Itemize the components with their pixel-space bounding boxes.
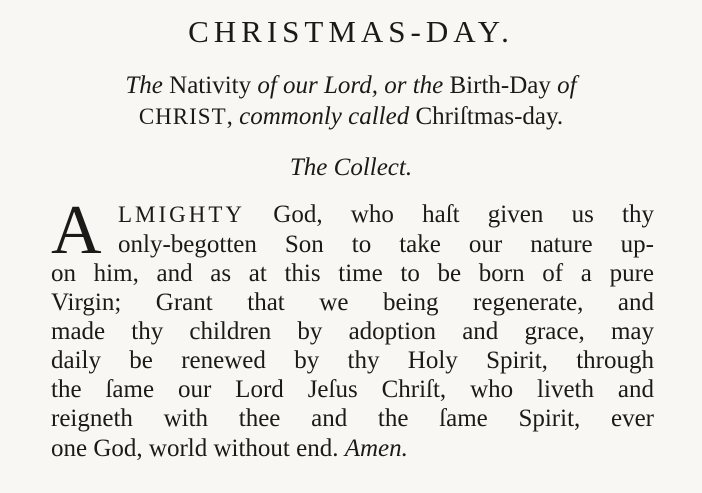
subtitle-text: of our Lord, or the bbox=[257, 72, 444, 99]
subtitle-text: Birth-Day bbox=[443, 72, 558, 99]
collect-text: God, who haſt given us thy bbox=[245, 201, 654, 228]
subtitle-text: of bbox=[557, 72, 577, 99]
collect-text: one God, world without end. bbox=[51, 435, 345, 462]
collect-line: made thy children by adoption and grace, may bbox=[51, 318, 654, 345]
collect-line: reigneth with thee and the ſame Spirit, ever bbox=[51, 405, 654, 432]
subtitle-line-1 bbox=[0, 71, 702, 101]
collect-line-final bbox=[51, 434, 408, 464]
subtitle-text: Nativity bbox=[162, 72, 258, 99]
subtitle-line-2 bbox=[0, 102, 702, 132]
subtitle-text: CHRIST bbox=[138, 104, 227, 129]
collect-heading: The Collect. bbox=[289, 154, 413, 181]
subtitle-text: Chriſtmas-day. bbox=[409, 103, 564, 130]
subtitle-text: The bbox=[125, 72, 163, 99]
collect-line: on him, and as at this time to be born of a pure bbox=[51, 260, 654, 287]
page-title: CHRISTMAS-DAY. bbox=[188, 14, 514, 49]
collect-line bbox=[118, 200, 654, 230]
collect-line: only-begotten Son to take our nature up- bbox=[118, 231, 654, 258]
collect-line: Virgin; Grant that we being regenerate, and bbox=[51, 289, 654, 316]
collect-line: daily be renewed by thy Holy Spirit, through bbox=[51, 347, 654, 374]
subtitle-text: , bbox=[226, 103, 240, 130]
amen-text: Amen. bbox=[344, 435, 408, 462]
collect-line: the ſame our Lord Jeſus Chriſt, who liveth and bbox=[51, 376, 654, 403]
drop-cap: A bbox=[51, 192, 102, 269]
subtitle-text: commonly called bbox=[239, 103, 410, 130]
opening-word: LMIGHTY bbox=[118, 202, 246, 227]
